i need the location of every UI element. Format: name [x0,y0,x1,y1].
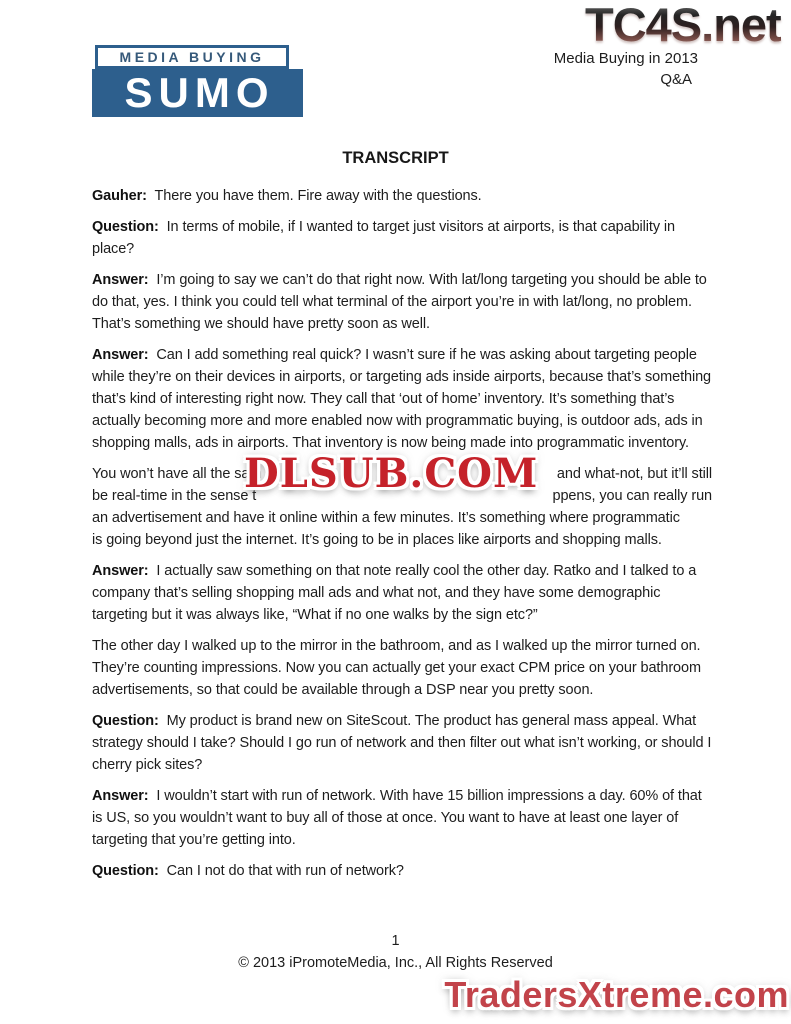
paragraph: Question: My product is brand new on SiteScout. The product has general mass appeal. What strategy should I take? Should I go run of network and then filter out what isn’t working, or should I cherry pick sites? [92,713,712,773]
text-line: is going beyond just the internet. It’s going to be in places like airports and shopping malls. [92,532,662,548]
speaker-label: Gauher: [92,188,147,204]
paragraph: Answer: Can I add something real quick? I wasn’t sure if he was asking about targeting people while they’re on their devices in airports, or targeting ads inside airports, because that’s something that’s kind of interesting right now. They call that ‘out of home’ inventory. It’s something that’s actually becoming more and more enabled now with programmatic buying, is outdoor ads, ads in shopping malls, ads in airports. That inventory is now being made into programmatic inventory. [92,347,712,451]
paragraph: Answer: I’m going to say we can’t do that right now. With lat/long targeting you should be able to do that, yes. I think you could tell what terminal of the airport you’re in with lat/long, no problem. That’s something we should have pretty soon as well. [92,272,707,332]
subtitle-line-1: Media Buying in 2013 [553,50,698,67]
tc4s-net-watermark: TC4S.net [585,0,781,51]
sumo-logo-top-text: MEDIA BUYING [119,49,265,65]
speaker-label: Question: [92,863,159,879]
paragraph: Gauher: There you have them. Fire away with the questions. [92,188,482,204]
sumo-logo-main-text: SUMO [124,69,275,116]
document-subtitle [554,48,698,90]
paragraph: Answer: I actually saw something on that note really cool the other day. Ratko and I talked to a company that’s selling shopping mall ads and what not, and they have some demographic targeting but it was always like, “What if no one walks by the sign etc?” [92,563,697,623]
text-line: You won’t have all the sam and what-not, but it’ll still [92,466,712,482]
paragraph: The other day I walked up to the mirror in the bathroom, and as I walked up the mirror turned on. They’re counting impressions. Now you can actually get your exact CPM price on your bathroom advertisements, so that could be available through a DSP near you pretty soon. [92,638,701,698]
transcript-body [92,185,712,891]
paragraph: Answer: I wouldn’t start with run of network. With have 15 billion impressions a day. 60% of that is US, so you wouldn’t want to buy all of those at once. You want to have at least one layer of targeting that you’re getting into. [92,788,702,848]
text-line: be real-time in the sense t ppens, you can really run [92,488,712,504]
speaker-label: Question: [92,713,159,729]
speaker-label: Answer: [92,788,149,804]
paragraph: Question: In terms of mobile, if I wanted to target just visitors at airports, is that capability in place? [92,219,676,257]
speaker-label: Answer: [92,347,149,363]
subtitle-line-2: Q&A [660,71,692,88]
sumo-logo-main-band [92,69,303,117]
copyright-line: © 2013 iPromoteMedia, Inc., All Rights Reserved [238,955,553,971]
speaker-label: Answer: [92,272,149,288]
sumo-logo [92,45,303,117]
page-number: 1 [391,933,400,949]
speaker-label: Answer: [92,563,149,579]
sumo-logo-media-buying-band [95,45,289,69]
tradersxtreme-watermark: TradersXtreme.com [444,974,789,1015]
page-title: TRANSCRIPT [342,149,449,167]
paragraph: Question: Can I not do that with run of network? [92,863,404,879]
speaker-label: Question: [92,219,159,235]
dlsub-watermark: DLSUB.COM [244,450,539,497]
text-line: an advertisement and have it online within a few minutes. It’s something where programmatic [92,510,680,526]
paragraph [92,450,712,551]
